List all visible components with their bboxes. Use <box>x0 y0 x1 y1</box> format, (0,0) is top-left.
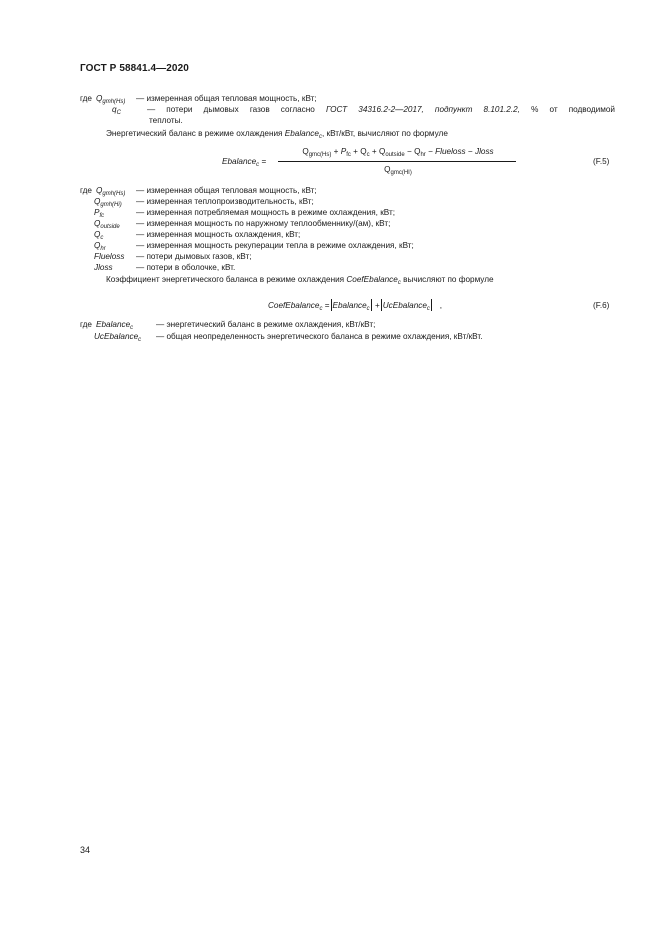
definition-text: — общая неопределенность энергетического баланса в режиме охлаждения, кВт/кВт. <box>156 332 483 341</box>
symbol-q-hr: $Q_{hr}$ <box>94 241 106 252</box>
abs-bar <box>381 299 382 311</box>
definition-text: — энергетический баланс в режиме охлаждения, кВт/кВт; <box>156 320 376 329</box>
definition-text: — измеренная мощность по наружному теплообменнику/(ам), кВт; <box>136 219 391 228</box>
definition-text: — измеренная потребляемая мощность в режиме охлаждения, кВт; <box>136 208 396 217</box>
symbol-q-gmh-hs: $Q_{gmh(Hs)}$ <box>96 94 126 105</box>
document-header: ГОСТ Р 58841.4—2020 <box>80 63 189 74</box>
definition-text: — измеренная мощность охлаждения, кВт; <box>136 230 301 239</box>
abs-bar <box>431 299 432 311</box>
symbol-q-gmh-hi: $Q_{gmh(Hi)}$ <box>94 197 122 208</box>
symbol-flueloss: Flueloss <box>94 252 125 261</box>
equation-number: (F.6) <box>593 301 610 310</box>
formula-lhs: Ebalance$_c$ = <box>222 157 267 168</box>
definition-text: — потери дымовых газов согласно ГОСТ 34316.2-2—2017, подпункт 8.101.2.2, % от подводимой <box>147 105 616 114</box>
abs-bar <box>371 299 372 311</box>
paragraph-energy-balance: Энергетический баланс в режиме охлаждения Ebalance$_c$, кВт/кВт, вычисляют по формуле <box>106 129 448 140</box>
symbol-q-gmh-hs: $Q_{gmh(Hs)}$ <box>96 186 126 197</box>
definition-text: — измеренная мощность рекуперации тепла в режиме охлаждения, кВт; <box>136 241 414 250</box>
paragraph-coef-energy-balance: Коэффициент энергетического баланса в режиме охлаждения CoefEbalance$_c$ вычисляют по формуле <box>106 275 494 286</box>
definition-text: — потери в оболочке, кВт. <box>136 263 236 272</box>
symbol-q-outside: $Q_{outside}$ <box>94 219 120 230</box>
definition-text: — измеренная общая тепловая мощность, кВт; <box>136 186 317 195</box>
where-label: где <box>80 186 92 195</box>
definition-text: — измеренная теплопроизводительность, кВт; <box>136 197 314 206</box>
symbol-q-c: $Q_c$ <box>94 230 104 241</box>
symbol-q-c: $q_C$ <box>112 105 121 116</box>
symbol-p-fc: $P_{fc}$ <box>94 208 105 219</box>
definition-text: — измеренная общая тепловая мощность, кВт; <box>136 94 317 103</box>
formula-denominator: $Q_{gmc(HI)}$ <box>384 165 412 176</box>
symbol-ebalance-c: Ebalance$_c$ <box>96 320 134 331</box>
definition-text: — потери дымовых газов, кВт; <box>136 252 252 261</box>
formula-numerator: $Q_{gmc(Hs)} + P_{fc} + Q_c + Q_{outside} - Q_{hr}$ − Flueloss − Jloss <box>302 147 494 158</box>
page-number: 34 <box>80 845 91 855</box>
fraction-line <box>278 161 516 162</box>
where-label: где <box>80 94 92 103</box>
equation-number: (F.5) <box>593 157 610 166</box>
abs-bar <box>331 299 332 311</box>
formula-coef-ebalance: CoefEbalance$_c$ = Ebalance$_c$ + UcEbalance$_c$ , <box>268 301 443 312</box>
symbol-ucebalance-c: UcEbalance$_c$ <box>94 332 142 343</box>
definition-text-continued: теплоты. <box>149 116 183 125</box>
symbol-jloss: Jloss <box>94 263 113 272</box>
where-label: где <box>80 320 92 329</box>
